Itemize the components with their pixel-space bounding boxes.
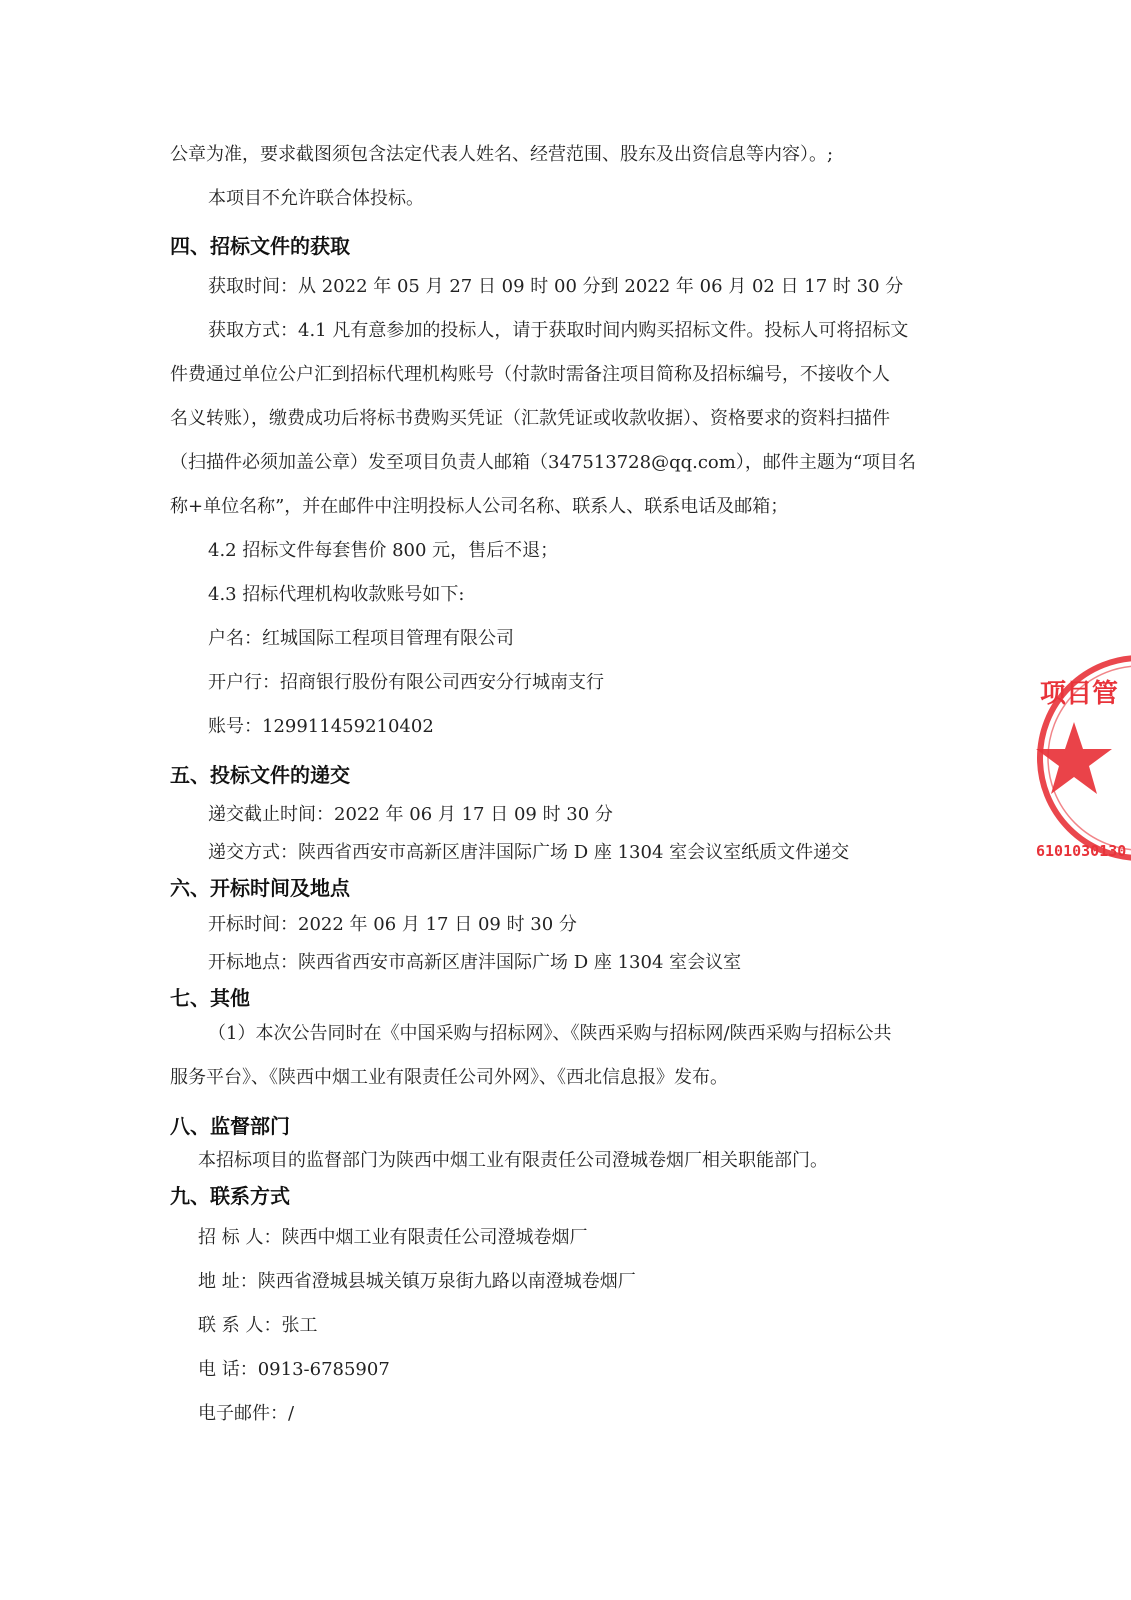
bank-line: 开户行：招商银行股份有限公司西安分行城南支行 [208,672,604,693]
paragraph-line: 递交截止时间：2022 年 06 月 17 日 09 时 30 分 [208,804,613,825]
paragraph-line: 获取时间：从 2022 年 05 月 27 日 09 时 00 分到 2022 年 06 月 02 日 17 时 30 分 [208,276,904,297]
paragraph-line: 件费通过单位公户汇到招标代理机构账号（付款时需备注项目简称及招标编号，不接收个人 [170,364,890,385]
contact-email: 电子邮件：/ [198,1403,295,1424]
contact-phone: 电 话：0913-6785907 [198,1359,390,1380]
section-heading-9: 九、联系方式 [170,1184,290,1208]
paragraph-line: 开标地点：陕西省西安市高新区唐沣国际广场 D 座 1304 室会议室 [208,952,742,973]
contact-person: 联 系 人：张工 [198,1315,318,1336]
section-heading-8: 八、监督部门 [170,1114,290,1138]
paragraph-line: （1）本次公告同时在《中国采购与招标网》、《陕西采购与招标网/陕西采购与招标公共 [208,1023,892,1044]
official-seal [1036,650,1131,870]
paragraph-line: 递交方式：陕西省西安市高新区唐沣国际广场 D 座 1304 室会议室纸质文件递交 [208,842,850,863]
seal-icon [1036,650,1131,870]
paragraph-line: （扫描件必须加盖公章）发至项目负责人邮箱（347513728@qq.com），邮件主题为“项目名 [170,452,917,473]
contact-tenderer: 招 标 人：陕西中烟工业有限责任公司澄城卷烟厂 [198,1227,588,1248]
paragraph-line: 名义转账），缴费成功后将标书费购买凭证（汇款凭证或收款收据）、资格要求的资料扫描件 [170,408,890,429]
paragraph-line: 服务平台》、《陕西中烟工业有限责任公司外网》、《西北信息报》发布。 [170,1067,728,1088]
paragraph-line: 4.2 招标文件每套售价 800 元，售后不退； [208,540,559,561]
section-heading-5: 五、投标文件的递交 [170,763,350,787]
paragraph-line: 本招标项目的监督部门为陕西中烟工业有限责任公司澄城卷烟厂相关职能部门。 [198,1150,828,1171]
account-name-line: 户名：红城国际工程项目管理有限公司 [208,628,514,649]
paragraph-line: 4.3 招标代理机构收款账号如下: [208,584,465,605]
paragraph-line: 公章为准，要求截图须包含法定代表人姓名、经营范围、股东及出资信息等内容）。; [170,144,834,165]
seal-top-text: 项目管 [1040,679,1119,709]
section-heading-4: 四、招标文件的获取 [170,234,350,258]
paragraph-line: 开标时间：2022 年 06 月 17 日 09 时 30 分 [208,914,577,935]
section-heading-7: 七、其他 [170,986,250,1010]
paragraph-line: 本项目不允许联合体投标。 [208,188,424,209]
paragraph-line: 获取方式：4.1 凡有意参加的投标人，请于获取时间内购买招标文件。投标人可将招标文 [208,320,909,341]
account-number-line: 账号：129911459210402 [208,716,434,737]
section-heading-6: 六、开标时间及地点 [170,876,350,900]
contact-address: 地 址：陕西省澄城县城关镇万泉街九路以南澄城卷烟厂 [198,1271,636,1292]
paragraph-line: 称+单位名称”，并在邮件中注明投标人公司名称、联系人、联系电话及邮箱； [170,496,789,517]
seal-bottom-text: 6101030130 [1036,842,1127,860]
